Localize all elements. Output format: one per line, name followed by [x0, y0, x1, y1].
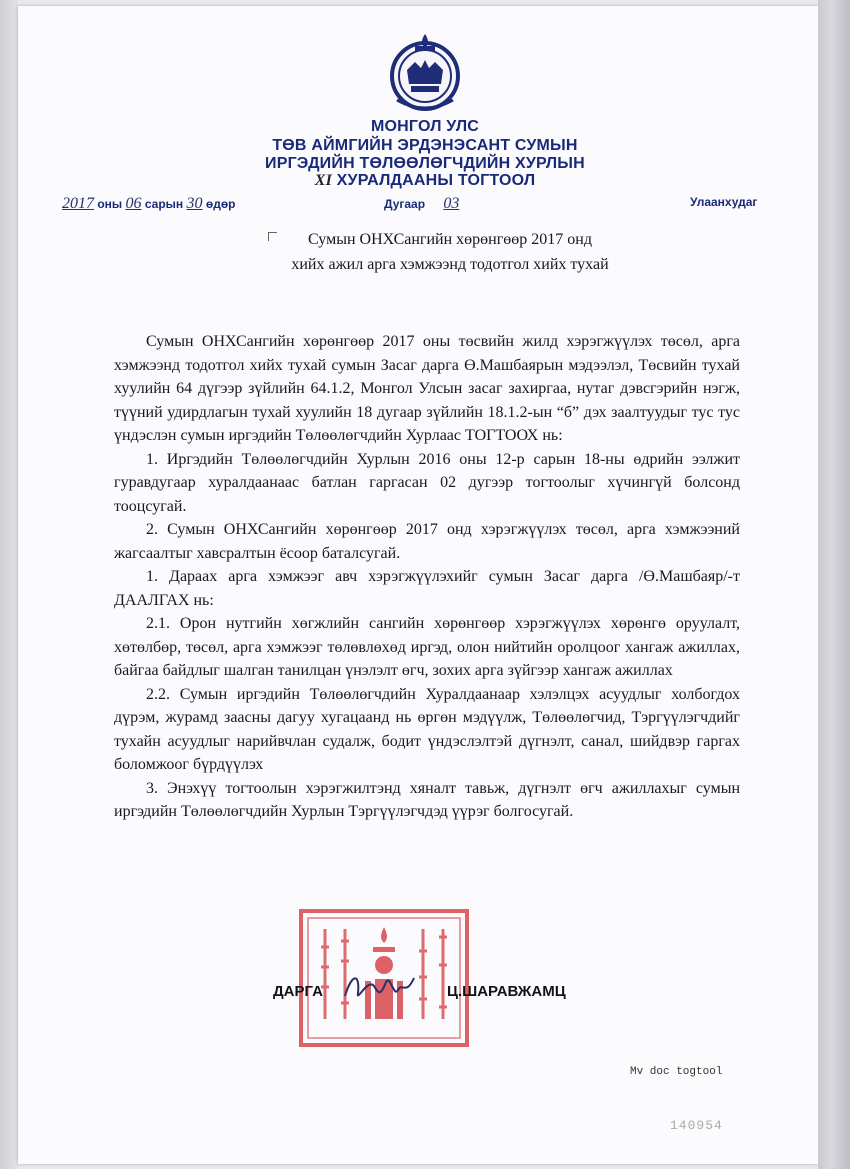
- header-resolution: ХУРАЛДААНЫ ТОГТООЛ: [336, 172, 536, 189]
- signatory-role: ДАРГА: [273, 983, 323, 1000]
- handwritten-signature-icon: [340, 968, 420, 1008]
- resolution-number-line: [384, 195, 474, 213]
- paragraph-item-2: 2. Сумын ОНХСангийн хөрөнгөөр 2017 онд хэрэгжүүлэх төсөл, арга хэмжээний жагсаалтыг хавсралтын ёсоор баталсугай.: [114, 521, 740, 562]
- serial-number: 140954: [670, 1118, 723, 1133]
- session-number: XI: [314, 172, 333, 189]
- paragraph-item-1: 1. Иргэдийн Төлөөлөгчдийн Хурлын 2016 оны 12-р сарын 18-ны өдрийн ээлжит гуравдугаар хуралдаанаас батлан гаргасан 02 дугээр тогтоолыг хүчингүй болсонд тооцсугай.: [114, 450, 740, 515]
- place-name: Улаанхудаг: [690, 195, 758, 209]
- date-line: [62, 195, 235, 213]
- date-year: 2017: [62, 195, 94, 212]
- title-line-2: хийх ажил арга хэмжээнд тодотгол хийх тухай: [291, 256, 609, 273]
- state-emblem-icon: [385, 30, 465, 114]
- resolution-body: [114, 330, 740, 824]
- date-day-suffix: өдөр: [205, 197, 236, 211]
- paragraph-item-last: 3. Энэхүү тогтоолын хэрэгжилтэнд хяналт тавьж, дүгнэлт өгч ажиллахыг сумын иргэдийн Төлөөлөгчдийн Хурлын Тэргүүлэгчдэд үүрэг болгосугай.: [114, 779, 740, 820]
- date-year-suffix: оны: [97, 197, 123, 211]
- header-resolution-line: [0, 172, 850, 190]
- paragraph-item-2-1: 2.1. Орон нутгийн хөгжлийн сангийн хөрөнгөөр хэрэгжүүлэх хөрөнгө оруулалт, хөтөлбөр, төсөл, арга хэмжээг төлөвлөхөд иргэд, олон нийтийн оролцоог хангаж ажиллах, байгаа байдлыг шалган танилцан үнэлэлт өгч, зохих арга зүйгээр хангаж ажиллах: [114, 615, 740, 679]
- paragraph-item-3: 1. Дараах арга хэмжээг авч хэрэгжүүлэхийг сумын Засаг дарга /Ө.Машбаяр/-т ДААЛГАХ нь:: [114, 568, 740, 609]
- paragraph-preamble: Сумын ОНХСангийн хөрөнгөөр 2017 оны төсвийн жилд хэрэгжүүлэх төсөл, арга хэмжээнд тодотгол хийх тухай сумын Засаг дарга Ө.Машбаярын мэдээлэл, Төсвийн тухай хуулийн 64 дүгээр зүйлийн 64.1.2, Монгол Улсын засаг захиргаа, нутаг дэвсгэрийн нэгж, түүний удирдлагын тухай хуулийн 18 дугаар зүйлийн 18.1.2-ын “б” дэх заалтуудыг тус тус үндэслэн сумын иргэдийн Төлөөлөгчдийн Хурлаас ТОГТООХ нь:: [114, 333, 740, 444]
- resolution-number: 03: [443, 195, 460, 212]
- file-reference: Mv doc togtool: [630, 1066, 723, 1078]
- header-aimag: ТӨВ АЙМГИЙН ЭРДЭНЭСАНТ СУМЫН: [272, 137, 578, 154]
- date-month: 06: [125, 195, 142, 212]
- number-label: Дугаар: [384, 197, 426, 211]
- signatory-name: Ц.ШАРАВЖАМЦ: [447, 983, 566, 1000]
- title-line-1: Сумын ОНХСангийн хөрөнгөөр 2017 онд: [308, 231, 592, 248]
- header-country: МОНГОЛ УЛС: [370, 118, 480, 135]
- date-month-suffix: сарын: [144, 197, 184, 211]
- header-council: ИРГЭДИЙН ТӨЛӨӨЛӨГЧДИЙН ХУРЛЫН: [265, 155, 585, 172]
- paragraph-item-2-2: 2.2. Сумын иргэдийн Төлөөлөгчдийн Хуралдаанаар хэлэлцэх асуудлыг холбогдох дүрэм, журамд заасны дагуу хугацаанд нь өргөн мэдүүлж, Төлөөлөгчид, Тэргүүлэгчдийг тухайн асуудлыг нарийвчлан судалж, бодит үндэслэлтэй дүгнэлт, санал, шийдвэр гаргах боломжоог бүрдүүлэх: [114, 685, 740, 773]
- date-day: 30: [186, 195, 203, 212]
